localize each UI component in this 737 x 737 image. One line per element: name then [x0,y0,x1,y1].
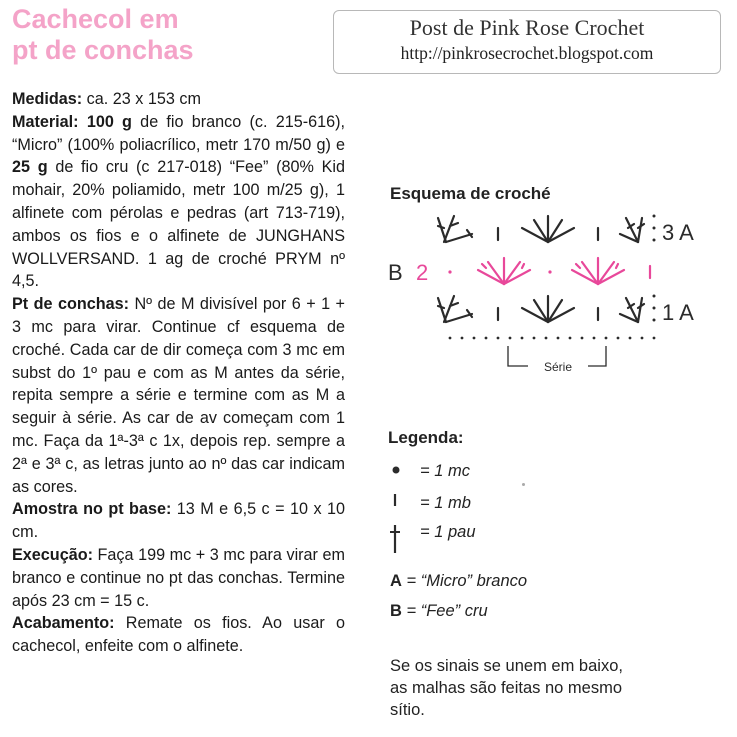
section-shell-stitch [12,293,345,498]
foundation-chain [449,337,656,340]
legend-yarn-a [390,572,527,591]
row-2-number: 2 [416,260,429,285]
watermark-title: Post de Pink Rose Crochet [409,15,645,40]
section-material [12,111,345,293]
chain-dot [653,307,656,310]
chain-dot [653,239,656,242]
legend-item-dc [390,523,476,555]
section-text: Remate os fios. Ao usar o cachecol, enfeite com o alfinete. [12,614,345,656]
section-label: Amostra no pt base: [12,500,172,519]
watermark-box [333,10,721,74]
legend-text: = 1 mc [420,462,470,480]
shell-top-center [522,216,574,242]
chain-dot [653,295,656,298]
section-text: de fio cru (c 217-018) “Fee” (80% Kid mohair, 20% poliamido, metr 100 m/25 g), 1 alfinete com pérolas e pedras (art 713-719), ambos os fios e o alfinete de JUNGHANS WOLLVERSAND. 1 ag de croché PRYM nº 4,5. [12,158,345,291]
section-execution [12,544,345,612]
legend-note: Se os sinais se unem em baixo, as malhas são feitas no mesmo sítio. [390,657,623,719]
title-line-2: pt de conchas [12,35,194,65]
row-1-label: 1 A [662,300,694,325]
diagram-title: Esquema de croché [390,184,551,203]
yarn-text: = “Fee” cru [401,602,488,620]
section-measures [12,88,345,111]
row-3-label: 3 A [662,220,694,245]
section-label: Execução: [12,545,93,564]
stitch-group-right [620,218,644,242]
section-text: de fio branco (c. 215-616), “Micro” (100% poliacrílico, metr 170 m/50 g) e [12,112,345,154]
stitch-group-right [620,298,644,322]
crochet-diagram [388,206,718,381]
section-label: Medidas: [12,90,83,108]
watermark-url[interactable]: http://pinkrosecrochet.blogspot.com [400,43,654,63]
legend-text: = 1 pau [420,523,476,541]
row-1-stitches [438,295,656,323]
section-text: Nº de M divisível por 6 + 1 + 3 mc para virar. Continue cf esquema de croché. Cada car de dir começa com 3 mc em subst do 1º pau e com as M antes da série, repita sempre a série e termine com as M a seguir à série. As car de av começam com 1 mc. Faça da 1ª-3ª c 1x, depois rep. sempre a 2ª e 3ª c, as letras junto ao nº das car indicam as cores. [12,295,345,496]
section-label: Pt de conchas: [12,295,130,314]
section-finishing [12,612,345,658]
section-text: 13 M e 6,5 c = 10 x 10 cm. [12,500,345,542]
bar-icon [390,492,420,513]
shell-pink-left [478,258,530,284]
page-title [12,4,194,66]
chain-dot [548,270,551,273]
stitch-group-left [438,296,472,322]
yarn-letter: A [390,572,402,590]
yarn-letter: B [390,602,402,620]
shell-bottom-center [522,296,574,322]
stitch-group-left [438,216,472,242]
legend-item-chain [390,462,470,481]
legend-title: Legenda: [388,428,464,447]
legend-yarn-b [390,602,488,621]
shell-pink-right [572,258,624,284]
section-text: Faça 199 mc + 3 mc para virar em branco e continue no pt das conchas. Termine após 23 cm = 15 c. [12,545,345,610]
dot-icon [390,462,420,481]
section-label: Acabamento: [12,614,115,633]
row-2-stitches [448,258,650,284]
amount-cream: 25 g [12,158,48,177]
cross-icon [390,523,420,555]
chain-dot [653,215,656,218]
legend-text: = 1 mb [420,494,471,512]
row-2-letter: B [388,260,403,285]
instructions-column [12,88,345,658]
amount-white: 100 g [86,112,132,131]
stray-dot [522,483,525,486]
legend-item-slip [390,492,471,513]
section-label: Material: [12,112,87,131]
chain-dot [653,227,656,230]
chain-dot [653,319,656,322]
chain-dot [448,270,451,273]
yarn-text: = “Micro” branco [401,572,528,590]
section-text: ca. 23 x 153 cm [82,90,201,108]
title-line-1: Cachecol em [12,4,179,34]
repeat-label: Série [543,360,573,374]
section-gauge [12,498,345,544]
row-3-stitches [438,215,656,243]
